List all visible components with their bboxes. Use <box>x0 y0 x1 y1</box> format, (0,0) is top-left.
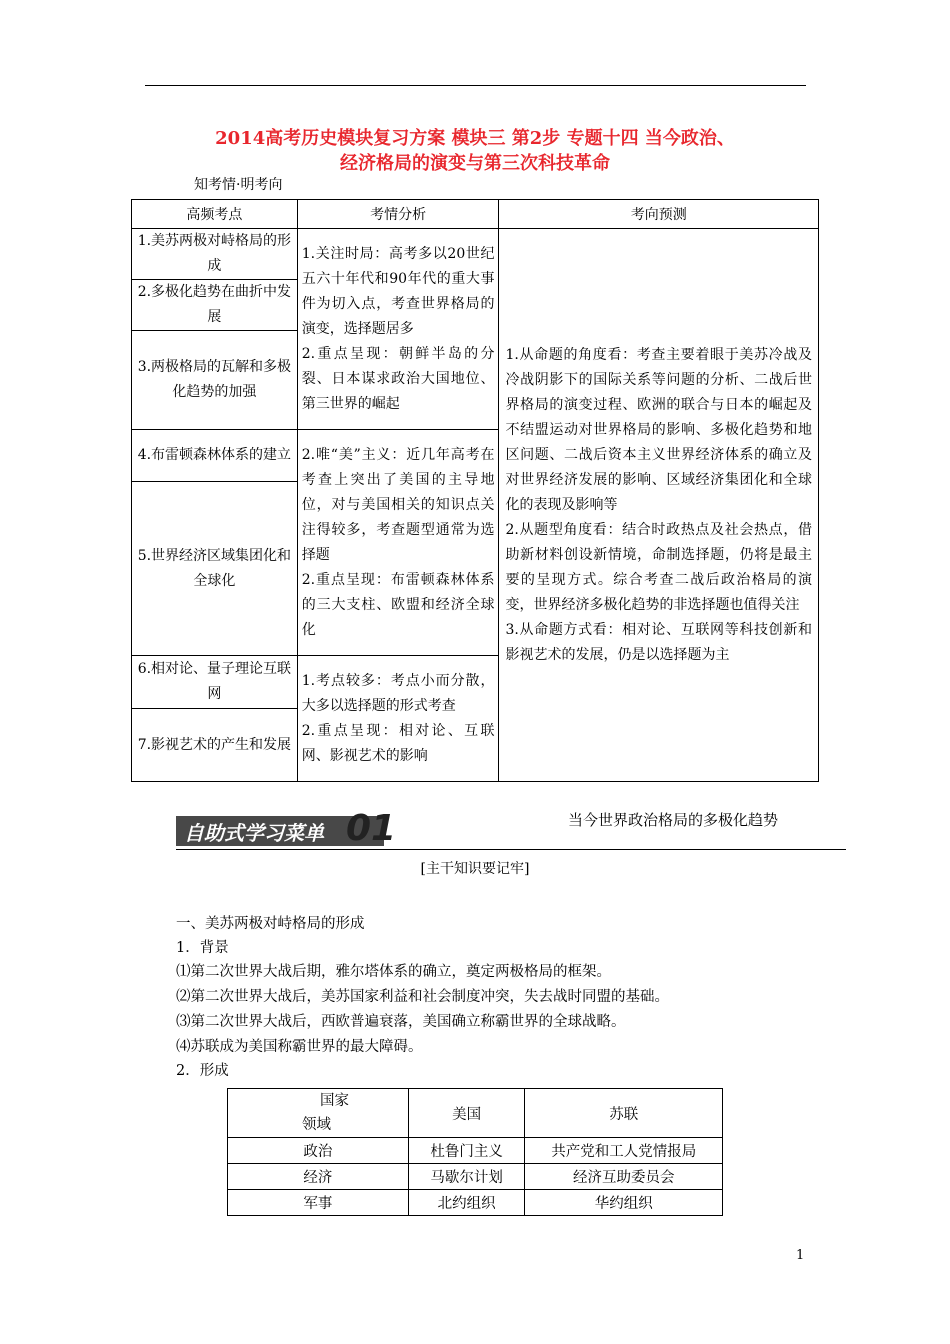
heading-1: 一、美苏两极对峙格局的形成 <box>176 916 365 932</box>
table-row <box>132 229 819 280</box>
key-point-1: 1.美苏两极对峙格局的形成 <box>132 229 298 280</box>
paragraph-2: ⑵第二次世界大战后，美苏国家利益和社会制度冲突，失去战时同盟的基础。 <box>176 989 669 1005</box>
formation-table <box>227 1088 723 1216</box>
header-key-points: 高频考点 <box>132 200 298 229</box>
ussr-politics: 共产党和工人党情报局 <box>525 1138 723 1164</box>
paragraph-1: ⑴第二次世界大战后期，雅尔塔体系的确立，奠定两极格局的框架。 <box>176 964 611 980</box>
analysis-1-part-2: 2.重点呈现：朝鲜半岛的分裂、日本谋求政治大国地位、第三世界的崛起 <box>301 345 495 412</box>
document-title <box>130 126 820 176</box>
sub-heading-background: 1．背景 <box>176 940 229 956</box>
table-row <box>228 1138 723 1164</box>
analysis-cell-3 <box>297 656 499 782</box>
paragraph-3: ⑶第二次世界大战后，西欧普遍衰落，美国确立称霸世界的全球战略。 <box>176 1014 626 1030</box>
sub-heading-formation: 2．形成 <box>176 1063 229 1079</box>
usa-economy: 马歇尔计划 <box>408 1164 525 1190</box>
usa-military: 北约组织 <box>408 1190 525 1216</box>
banner-text: 自助式学习菜单 <box>184 821 324 845</box>
analysis-2-part-1: 2.唯“美”主义：近几年高考在考查上突出了美国的主导地位，对与美国相关的知识点关注得较多，考查题型通常为选择题 <box>301 446 495 563</box>
key-point-7: 7.影视艺术的产生和发展 <box>132 709 298 782</box>
analysis-1-part-1: 1.关注时局：高考多以20世纪五六十年代和90年代的重大事件为切入点，考查世界格局的演变，选择题居多 <box>301 245 495 337</box>
formation-header-row <box>228 1089 723 1138</box>
paragraph-4: ⑷苏联成为美国称霸世界的最大障碍。 <box>176 1039 423 1055</box>
key-point-4: 4.布雷顿森林体系的建立 <box>132 430 298 482</box>
section-rule <box>176 849 846 850</box>
header-analysis: 考情分析 <box>297 200 499 229</box>
analysis-2-part-2: 2.重点呈现：布雷顿森林体系的三大支柱、欧盟和经济全球化 <box>301 571 495 638</box>
col-ussr: 苏联 <box>525 1089 723 1138</box>
memo-heading: [主干知识要记牢] <box>420 861 530 877</box>
banner-number: 01 <box>346 808 397 849</box>
title-line-2: 经济格局的演变与第三次科技革命 <box>340 153 610 174</box>
analysis-cell-1 <box>297 229 499 430</box>
prediction-cell <box>499 229 819 782</box>
field-politics: 政治 <box>228 1138 409 1164</box>
exam-analysis-table <box>131 199 819 782</box>
ussr-economy: 经济互助委员会 <box>525 1164 723 1190</box>
section-title: 当今世界政治格局的多极化趋势 <box>568 811 779 829</box>
field-economy: 经济 <box>228 1164 409 1190</box>
analysis-3-part-2: 2.重点呈现：相对论、互联网、影视艺术的影响 <box>301 722 495 764</box>
usa-politics: 杜鲁门主义 <box>408 1138 525 1164</box>
key-point-3: 3.两极格局的瓦解和多极化趋势的加强 <box>132 331 298 430</box>
table-header-row <box>132 200 819 229</box>
diagonal-header-cell <box>228 1089 409 1138</box>
diag-label-country: 国家 <box>320 1093 349 1109</box>
subheading: 知考情·明考向 <box>194 177 283 193</box>
ussr-military: 华约组织 <box>525 1190 723 1216</box>
col-usa: 美国 <box>408 1089 525 1138</box>
page-number: 1 <box>796 1248 805 1263</box>
key-point-2: 2.多极化趋势在曲折中发展 <box>132 280 298 331</box>
diag-label-field: 领域 <box>302 1117 331 1133</box>
key-point-5: 5.世界经济区域集团化和全球化 <box>132 482 298 656</box>
analysis-3-part-1: 1.考点较多：考点小而分散，大多以选择题的形式考查 <box>301 672 495 714</box>
table-row <box>228 1164 723 1190</box>
title-line-1: 2014高考历史模块复习方案 模块三 第2步 专题十四 当今政治、 <box>215 128 735 149</box>
table-row <box>228 1190 723 1216</box>
header-prediction: 考向预测 <box>499 200 819 229</box>
analysis-cell-2 <box>297 430 499 656</box>
prediction-3: 3.从命题方式看：相对论、互联网等科技创新和影视艺术的发展，仍是以选择题为主 <box>505 621 812 663</box>
key-point-6: 6.相对论、量子理论互联网 <box>132 656 298 709</box>
header-rule <box>145 85 806 86</box>
prediction-2: 2.从题型角度看：结合时政热点及社会热点，借助新材料创设新情境，命制选择题，仍将是最主要的呈现方式。综合考查二战后政治格局的演变，世界经济多极化趋势的非选择题也值得关注 <box>505 521 812 613</box>
prediction-1: 1.从命题的角度看：考查主要着眼于美苏冷战及冷战阴影下的国际关系等问题的分析、二战后世界格局的演变过程、欧洲的联合与日本的崛起及不结盟运动对世界格局的影响、多极化趋势和地区问题、二战后资本主义世界经济体系的确立及对世界经济发展的影响、区域经济集团化和全球化的表现及影响等 <box>505 346 812 513</box>
field-military: 军事 <box>228 1190 409 1216</box>
